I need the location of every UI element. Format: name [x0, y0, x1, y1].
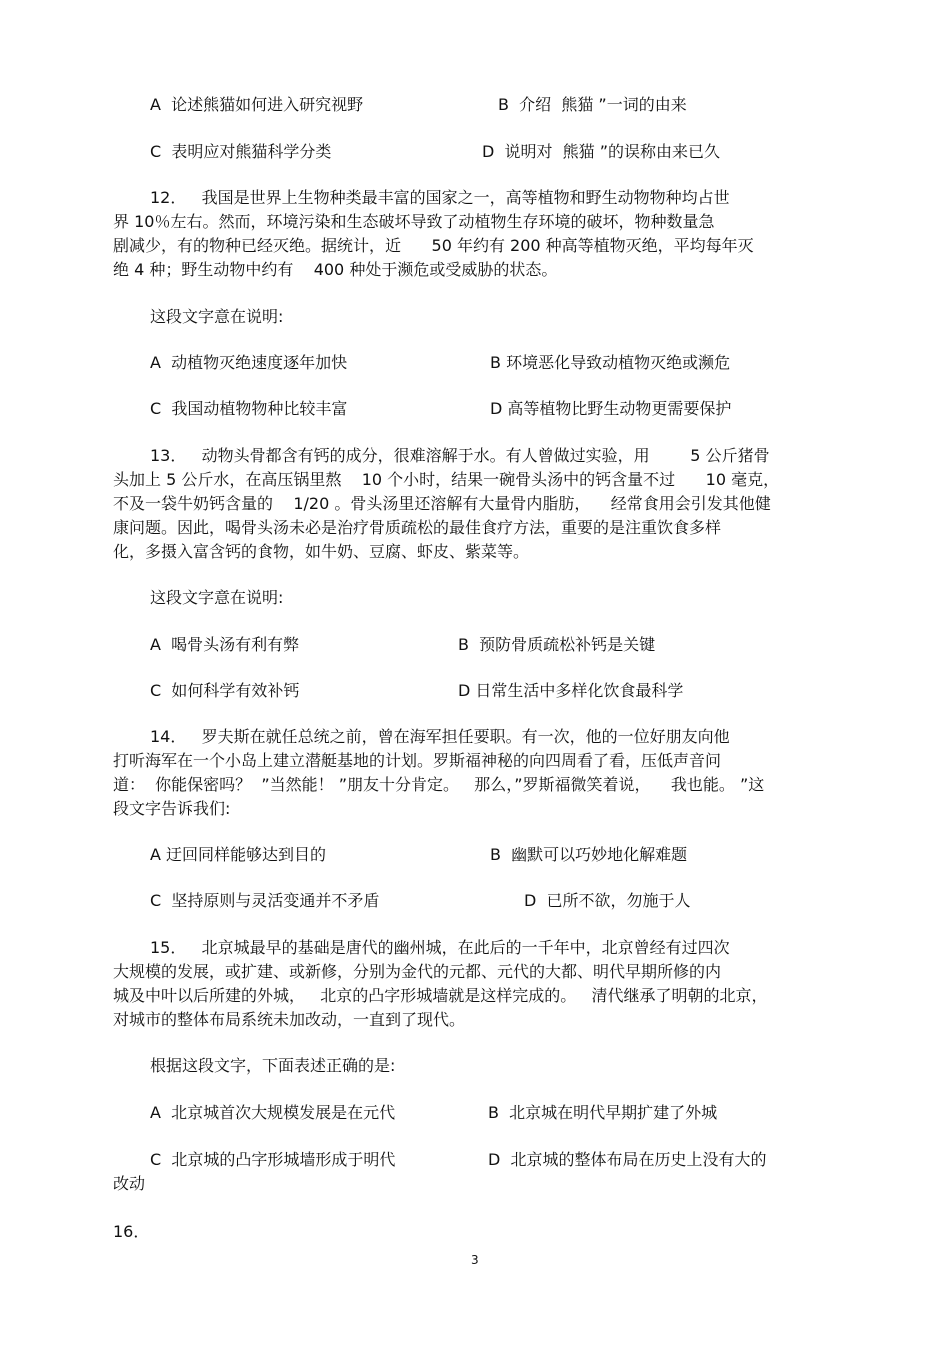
q12-text-line: 剧减少，有的物种已经灭绝。据统计，近 50 年约有 200 种高等植物灭绝，平均每年灭	[113, 236, 754, 255]
q16-number: 16．	[113, 1222, 150, 1241]
q15-option-d: D 北京城的整体布局在历史上没有大的	[488, 1150, 767, 1169]
q13-text-line: 康问题。因此，喝骨头汤未必是治疗骨质疏松的最佳食疗方法，重要的是注重饮食多样	[113, 518, 722, 537]
q15-text-line: 对城市的整体布局系统未加改动，一直到了现代。	[113, 1010, 466, 1029]
q15-text-line: 大规模的发展，或扩建、或新修，分别为金代的元都、元代的大都、明代早期所修的内	[113, 962, 722, 981]
q11-option-b: B 介绍 熊猫 ”一词的由来	[498, 95, 687, 114]
q12-option-c: C 我国动植物物种比较丰富	[150, 399, 348, 418]
q15-option-b: B 北京城在明代早期扩建了外城	[488, 1103, 718, 1122]
q13-text-line: 不及一袋牛奶钙含量的 1/20 。骨头汤里还溶解有大量骨内脂肪， 经常食用会引发其他健	[113, 494, 771, 513]
q14-text-line: 段文字告诉我们:	[113, 799, 231, 818]
q14-text-line: 道： 你能保密吗？ ”当然能！ ”朋友十分肯定。 那么，”罗斯福微笑着说， 我也能。 ”这	[113, 775, 765, 794]
q14-text-line: 打听海军在一个小岛上建立潜艇基地的计划。罗斯福神秘的向四周看了看，压低声音问	[113, 751, 722, 770]
q14-option-b: B 幽默可以巧妙地化解难题	[490, 845, 688, 864]
q13-option-c: C 如何科学有效补钙	[150, 681, 300, 700]
q13-option-b: B 预防骨质疏松补钙是关键	[458, 635, 656, 654]
q12-prompt: 这段文字意在说明:	[150, 307, 284, 326]
q15-text-line: 15． 北京城最早的基础是唐代的幽州城，在此后的一千年中，北京曾经有过四次	[150, 938, 730, 957]
q15-option-a: A 北京城首次大规模发展是在元代	[150, 1103, 396, 1122]
q13-prompt: 这段文字意在说明:	[150, 588, 284, 607]
q13-text-line: 化，多摄入富含钙的食物，如牛奶、豆腐、虾皮、紫菜等。	[113, 542, 530, 561]
q15-text-line: 城及中叶以后所建的外城， 北京的凸字形城墙就是这样完成的。 清代继承了明朝的北京，	[113, 986, 768, 1005]
q14-text-line: 14． 罗夫斯在就任总统之前，曾在海军担任要职。有一次，他的一位好朋友向他	[150, 727, 730, 746]
q12-text-line: 界 10％左右。然而，环境污染和生态破坏导致了动植物生存环境的破坏，物种数量急	[113, 212, 715, 231]
q15-prompt: 根据这段文字，下面表述正确的是:	[150, 1056, 396, 1075]
q12-text-line: 12． 我国是世界上生物种类最丰富的国家之一，高等植物和野生动物物种均占世	[150, 188, 730, 207]
q13-text-line: 头加上 5 公斤水，在高压锅里熬 10 个小时，结果一碗骨头汤中的钙含量不过 10 毫克，	[113, 470, 780, 489]
page-number: 3	[471, 1253, 479, 1267]
q12-option-b: B 环境恶化导致动植物灭绝或濒危	[490, 353, 731, 372]
q11-option-a: A 论述熊猫如何进入研究视野	[150, 95, 364, 114]
q14-option-d: D 已所不欲，勿施于人	[524, 891, 691, 910]
q13-option-d: D 日常生活中多样化饮食最科学	[458, 681, 684, 700]
q15-option-d-continuation: 改动	[113, 1174, 146, 1193]
q11-option-c: C 表明应对熊猫科学分类	[150, 142, 332, 161]
q13-text-line: 13． 动物头骨都含有钙的成分，很难溶解于水。有人曾做过实验，用 5 公斤猪骨	[150, 446, 770, 465]
q14-option-a: A 迂回同样能够达到目的	[150, 845, 327, 864]
q14-option-c: C 坚持原则与灵活变通并不矛盾	[150, 891, 380, 910]
q13-option-a: A 喝骨头汤有利有弊	[150, 635, 300, 654]
q12-option-d: D 高等植物比野生动物更需要保护	[490, 399, 732, 418]
q12-option-a: A 动植物灭绝速度逐年加快	[150, 353, 348, 372]
q12-text-line: 绝 4 种；野生动物中约有 400 种处于濒危或受威胁的状态。	[113, 260, 558, 279]
q11-option-d: D 说明对 熊猫 ”的误称由来已久	[482, 142, 721, 161]
q15-option-c: C 北京城的凸字形城墙形成于明代	[150, 1150, 396, 1169]
